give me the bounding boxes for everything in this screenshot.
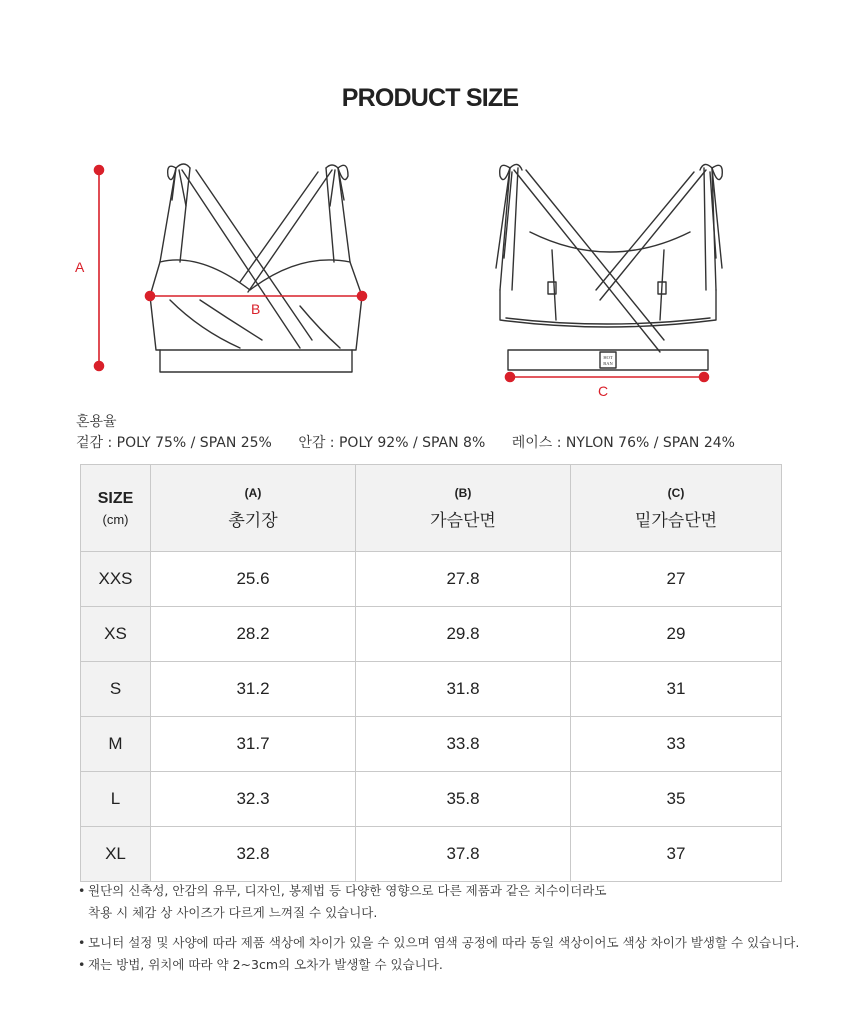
note-3: • 재는 방법, 위치에 따라 약 2~3cm의 오차가 발생할 수 있습니다. [88, 957, 443, 972]
note-1-line-2: 착용 시 체감 상 사이즈가 다르게 느껴질 수 있습니다. [88, 905, 378, 920]
cell-c: 33 [571, 717, 782, 772]
header-col-b-label: 가슴단면 [430, 510, 496, 530]
cell-a: 32.3 [151, 772, 356, 827]
table-row [81, 607, 782, 662]
back-view-illustration [496, 164, 722, 370]
row-size: XS [81, 607, 151, 662]
header-col-b [356, 465, 571, 552]
measure-point-b-right [358, 292, 367, 301]
cell-c: 35 [571, 772, 782, 827]
header-col-a [151, 465, 356, 552]
header-col-b-code: (B) [454, 485, 472, 500]
header-col-c-code: (C) [667, 485, 685, 500]
header-col-a-code: (A) [244, 485, 262, 500]
front-view-illustration [150, 164, 362, 372]
table-row [81, 772, 782, 827]
cell-b: 33.8 [356, 717, 571, 772]
header-col-a-label: 총기장 [228, 510, 278, 530]
header-col-c-label: 밑가슴단면 [634, 510, 718, 530]
table-row [81, 827, 782, 882]
page-title: PRODUCT SIZE [341, 84, 519, 112]
table-row [81, 552, 782, 607]
cell-c: 27 [571, 552, 782, 607]
table-row [81, 717, 782, 772]
composition-lining: 안감 : POLY 92% / SPAN 8% [298, 435, 486, 451]
row-size: XXS [81, 552, 151, 607]
composition-outer: 겉감 : POLY 75% / SPAN 25% [76, 435, 272, 451]
header-col-c [571, 465, 782, 552]
composition-lace: 레이스 : NYLON 76% / SPAN 24% [511, 435, 735, 451]
composition-heading: 혼용율 [76, 414, 117, 430]
notes-list [78, 880, 799, 976]
cell-c: 37 [571, 827, 782, 882]
size-table [80, 464, 782, 882]
note-1-line-1: • 원단의 신축성, 안감의 유무, 디자인, 봉제법 등 다양한 영향으로 다른 제품과 같은 치수이더라도 [88, 883, 607, 898]
row-size: S [81, 662, 151, 717]
measure-label-a: A [75, 259, 85, 275]
size-table-header [81, 465, 782, 552]
measure-point-c-right [700, 373, 709, 382]
cell-a: 25.6 [151, 552, 356, 607]
cell-b: 29.8 [356, 607, 571, 662]
cell-b: 35.8 [356, 772, 571, 827]
measure-point-c-left [506, 373, 515, 382]
product-size-diagram [0, 150, 860, 400]
row-size: L [81, 772, 151, 827]
tag-text-line1: HOT [603, 355, 613, 360]
cell-a: 31.7 [151, 717, 356, 772]
cell-c: 29 [571, 607, 782, 662]
measure-point-b-left [146, 292, 155, 301]
measure-label-b: B [251, 301, 261, 317]
table-row [81, 662, 782, 717]
cell-b: 27.8 [356, 552, 571, 607]
note-item [78, 932, 799, 954]
note-item [78, 880, 799, 924]
note-item [78, 954, 799, 976]
cell-c: 31 [571, 662, 782, 717]
note-2: • 모니터 설정 및 사양에 따라 제품 색상에 차이가 있을 수 있으며 염색 공정에 따라 동일 색상이어도 색상 차이가 발생할 수 있습니다. [88, 935, 800, 950]
row-size: XL [81, 827, 151, 882]
tag-text-line2: BAN [603, 361, 613, 366]
measure-point-a-bottom [95, 362, 104, 371]
cell-a: 32.8 [151, 827, 356, 882]
measure-point-a-top [95, 166, 104, 175]
header-size [81, 465, 151, 552]
cell-a: 28.2 [151, 607, 356, 662]
measure-label-c: C [598, 383, 609, 399]
cell-a: 31.2 [151, 662, 356, 717]
header-size-label: SIZE [97, 489, 134, 507]
cell-b: 37.8 [356, 827, 571, 882]
fabric-composition [76, 412, 757, 454]
row-size: M [81, 717, 151, 772]
cell-b: 31.8 [356, 662, 571, 717]
header-unit: (cm) [102, 511, 129, 527]
